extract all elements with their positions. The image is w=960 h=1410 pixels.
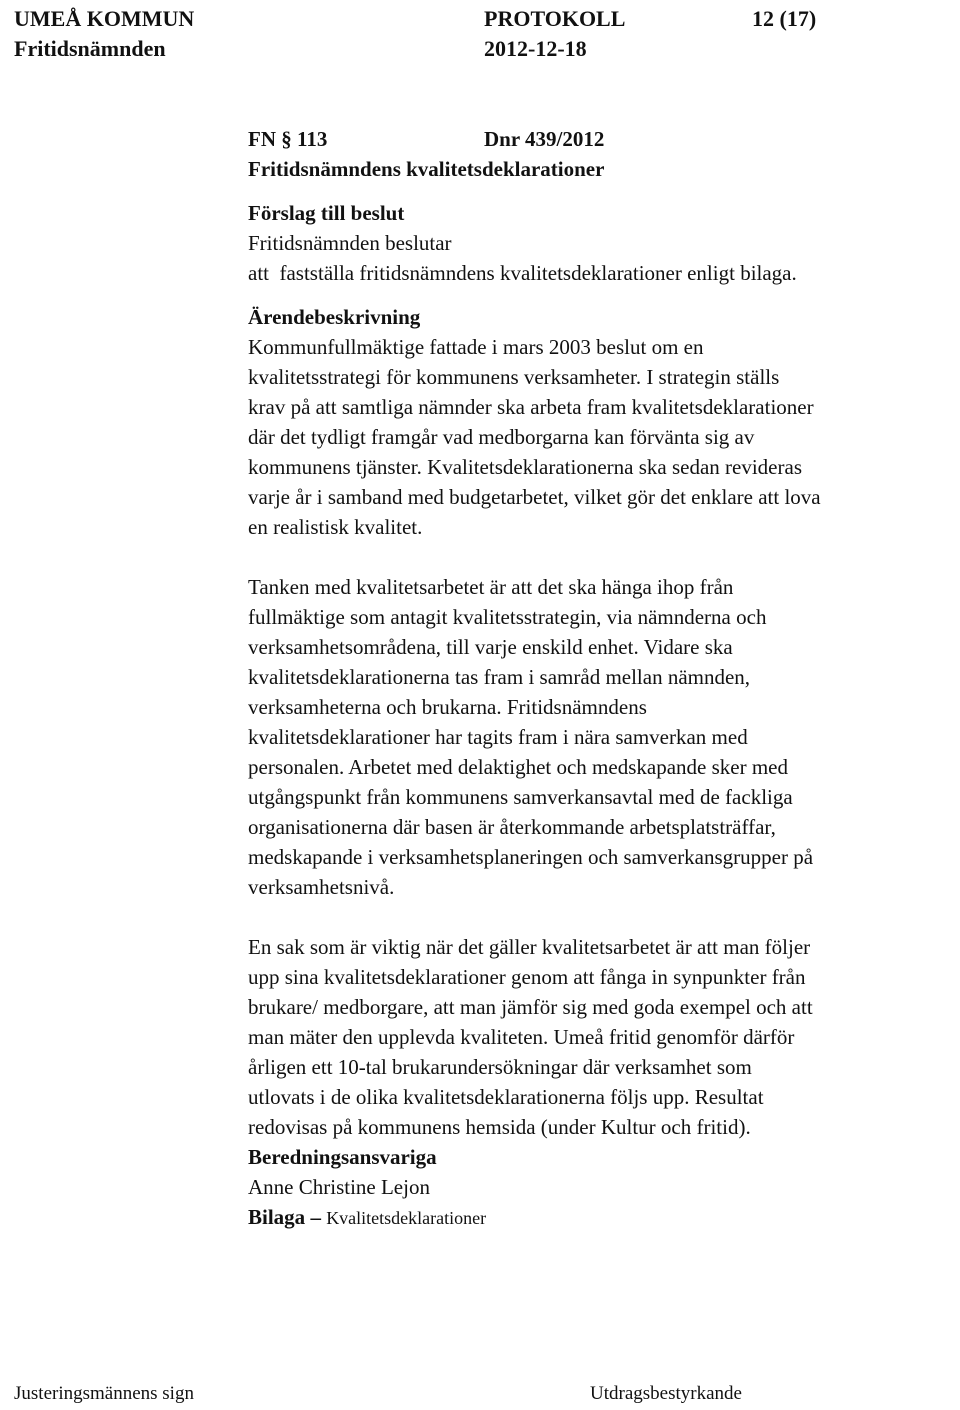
attachment-label: Bilaga [248, 1205, 306, 1229]
case-section: FN § 113 [248, 127, 328, 151]
description-paragraph-3: En sak som är viktig när det gäller kvalitetsarbetet är att man följer upp sina kvalitetsdeklarationer genom att fånga in synpunkter från brukare/ medborgare, att man jämför sig med goda exempel och att man mäter den upplevda kvaliteten. Umeå fritid genomför därför årligen ett 10-tal brukarundersökningar där verksamhet som utlovats i de olika kvalitetsdeklarationerna följs upp. Resultat redovisas på kommunens hemsida (under Kultur och fritid). [248, 935, 813, 1139]
preparation-heading: Beredningsansvariga [248, 1145, 437, 1169]
protocol-body [248, 124, 960, 1233]
attachment-line [248, 1202, 960, 1233]
footer-justification-sign: Justeringsmännens sign [14, 1383, 194, 1404]
description-paragraph-1: Kommunfullmäktige fattade i mars 2003 beslut om en kvalitetsstrategi för kommunens verksamheter. I strategin ställs krav på att samtliga nämnder ska arbeta fram kvalitetsdeklarationer där det tydligt framgår vad medborgarna kan förvänta sig av kommunens tjänster. Kvalitetsdeklarationerna ska sedan revideras varje år i samband med budgetarbetet, vilket gör det enklare att lova en realistisk kvalitet. [248, 335, 821, 539]
header-doc-type: PROTOKOLL [484, 6, 626, 31]
header-org: UMEÅ KOMMUN [14, 6, 195, 31]
header-date: 2012-12-18 [484, 36, 587, 61]
header-page-number: 12 (17) [752, 6, 817, 31]
proposal-line-1: Fritidsnämnden beslutar [248, 231, 452, 255]
case-title: Fritidsnämndens kvalitetsdeklarationer [248, 157, 605, 181]
proposal-line-2: att fastställa fritidsnämndens kvalitetsdeklarationer enligt bilaga. [248, 261, 797, 285]
attachment-dash: – [310, 1205, 321, 1229]
footer-certification: Utdragsbestyrkande [590, 1383, 742, 1404]
header-committee: Fritidsnämnden [14, 36, 166, 61]
attachment-text: Kvalitetsdeklarationer [326, 1208, 487, 1228]
preparation-name: Anne Christine Lejon [248, 1175, 430, 1199]
proposal-heading: Förslag till beslut [248, 201, 405, 225]
description-paragraph-2: Tanken med kvalitetsarbetet är att det ska hänga ihop från fullmäktige som antagit kvalitetsstrategin, via nämnderna och verksamhetsområdena, till varje enskild enhet. Vidare ska kvalitetsdeklarationerna tas fram i samråd mellan nämnden, verksamheterna och brukarna. Fritidsnämndens kvalitetsdeklarationer har tagits fram i nära samverkan med personalen. Arbetet med delaktighet och medskapande sker med utgångspunkt från kommunens samverkansavtal med de fackliga organisationerna där basen är återkommande arbetsplatsträffar, medskapande i verksamhetsplaneringen och samverkansgrupper på verksamhetsnivå. [248, 575, 814, 899]
description-heading: Ärendebeskrivning [248, 305, 421, 329]
case-heading-row [248, 124, 960, 154]
case-dnr: Dnr 439/2012 [484, 127, 605, 151]
